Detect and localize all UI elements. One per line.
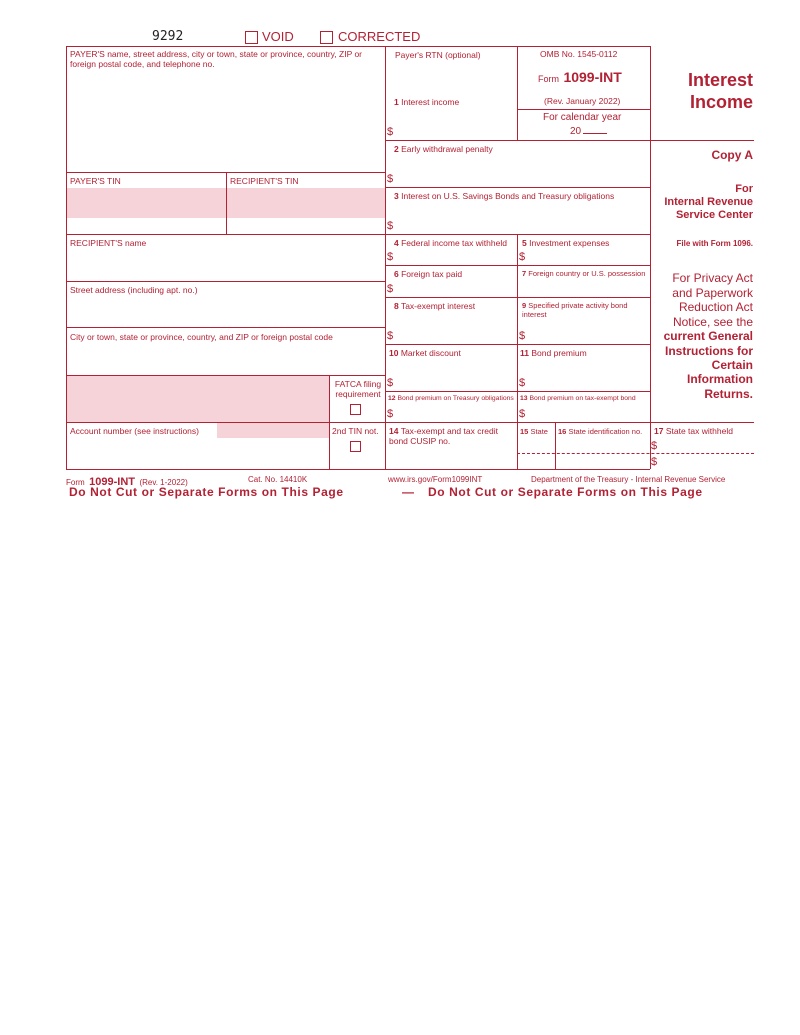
form-name: 1099-INT (563, 69, 622, 85)
calendar-year: 20 (570, 126, 607, 137)
box-13-label: 13 Bond premium on tax-exempt bond (520, 395, 636, 402)
box-11-dollar: $ (519, 377, 526, 389)
file-with: File with Form 1096. (676, 239, 753, 248)
city-label: City or town, state or province, country, and ZIP or foreign postal code (70, 332, 333, 342)
privacy-line-5: current General (663, 329, 753, 343)
box-17-label: 17 State tax withheld (654, 426, 733, 436)
privacy-line-9: Returns. (704, 387, 753, 401)
title-income: Income (689, 92, 753, 112)
box-16-label: 16 State identification no. (558, 427, 643, 436)
payer-rtn-label: Payer's RTN (optional) (395, 50, 481, 60)
omb-label: OMB No. 1545-0112 (540, 49, 618, 59)
box-13-dollar: $ (519, 408, 526, 420)
account-number-label: Account number (see instructions) (70, 426, 199, 436)
payer-name-label: PAYER'S name, street address, city or town, state or province, country, ZIP or foreign postal code, and telephone no. (70, 49, 363, 69)
box-3-dollar: $ (387, 220, 394, 232)
box-10-label: 10 Market discount (389, 348, 461, 358)
privacy-line-3: Reduction Act (678, 300, 753, 314)
form-prefix: Form (538, 74, 559, 84)
box-8-dollar: $ (387, 330, 394, 342)
footer-form-prefix: Form (66, 478, 85, 487)
box-12-label: 12 Bond premium on Treasury obligations (388, 395, 514, 402)
calendar-label: For calendar year (543, 112, 622, 123)
box-5-label: 5 Investment expenses (522, 238, 610, 248)
corrected-label: CORRECTED (338, 29, 421, 44)
box-1-label: 1 Interest income (394, 97, 460, 107)
street-address-label: Street address (including apt. no.) (70, 285, 198, 295)
fatca-label: FATCA filing requirement (334, 379, 382, 399)
footer-dept: Department of the Treasury - Internal Revenue Service (531, 475, 726, 484)
box-3-label: 3 Interest on U.S. Savings Bonds and Treasury obligations (394, 191, 615, 201)
payer-tin-label: PAYER'S TIN (70, 176, 121, 186)
title-interest: Interest (687, 70, 753, 90)
privacy-line-2: and Paperwork (672, 286, 753, 300)
box-10-dollar: $ (387, 377, 394, 389)
privacy-line-4: Notice, see the (672, 315, 753, 329)
privacy-line-6: Instructions for (664, 344, 753, 358)
cut-warning-right: Do Not Cut or Separate Forms on This Page (428, 485, 703, 499)
copy-a: Copy A (711, 148, 753, 162)
for-line-2: Internal Revenue (664, 196, 753, 208)
recipient-name-label: RECIPIENT'S name (70, 238, 147, 248)
box-2-label: 2 Early withdrawal penalty (394, 144, 493, 154)
cut-warning-left: Do Not Cut or Separate Forms on This Page (69, 485, 344, 499)
void-checkbox[interactable] (245, 31, 258, 44)
rev-label: (Rev. January 2022) (544, 96, 621, 106)
box-11-label: 11 Bond premium (520, 348, 587, 358)
box-7-label: 7 Foreign country or U.S. possession (522, 269, 646, 278)
box-6-dollar: $ (387, 283, 394, 295)
void-label: VOID (262, 29, 294, 44)
privacy-line-1: For Privacy Act (672, 271, 753, 285)
box-15-label: 15 State (520, 427, 548, 436)
recipient-tin-label: RECIPIENT'S TIN (230, 176, 299, 186)
fatca-checkbox[interactable] (350, 404, 361, 415)
box-4-label: 4 Federal income tax withheld (394, 238, 507, 248)
privacy-line-7: Certain (711, 358, 753, 372)
form-code: 9292 (152, 29, 184, 44)
box-17-dollar-1: $ (651, 440, 658, 452)
box-5-dollar: $ (519, 251, 526, 263)
for-line-3: Service Center (675, 209, 753, 221)
second-tin-checkbox[interactable] (350, 441, 361, 452)
footer-url: www.irs.gov/Form1099INT (388, 475, 483, 484)
privacy-line-8: Information (687, 372, 753, 386)
footer-cat-no: Cat. No. 14410K (248, 475, 308, 484)
box-6-label: 6 Foreign tax paid (394, 269, 463, 279)
box-4-dollar: $ (387, 251, 394, 263)
second-tin-label: 2nd TIN not. (332, 426, 379, 436)
box-9-dollar: $ (519, 330, 526, 342)
box-17-dollar-2: $ (651, 456, 658, 468)
fatca-row-shade (67, 376, 329, 422)
form-title (538, 69, 622, 87)
for-line-1: For (735, 183, 753, 195)
box-1-dollar: $ (387, 126, 394, 138)
box-9-label: 9 Specified private activity bond interest (522, 301, 628, 319)
cut-warning-sep: — (402, 485, 414, 499)
account-row-shade (217, 422, 329, 438)
footer-rev: (Rev. 1-2022) (139, 478, 188, 487)
box-14-label: 14 Tax-exempt and tax credit bond CUSIP no. (389, 426, 499, 446)
corrected-checkbox[interactable] (320, 31, 333, 44)
box-12-dollar: $ (387, 408, 394, 420)
box-8-label: 8 Tax-exempt interest (394, 301, 476, 311)
box-2-dollar: $ (387, 173, 394, 185)
footer-form-name: 1099-INT (89, 476, 135, 488)
